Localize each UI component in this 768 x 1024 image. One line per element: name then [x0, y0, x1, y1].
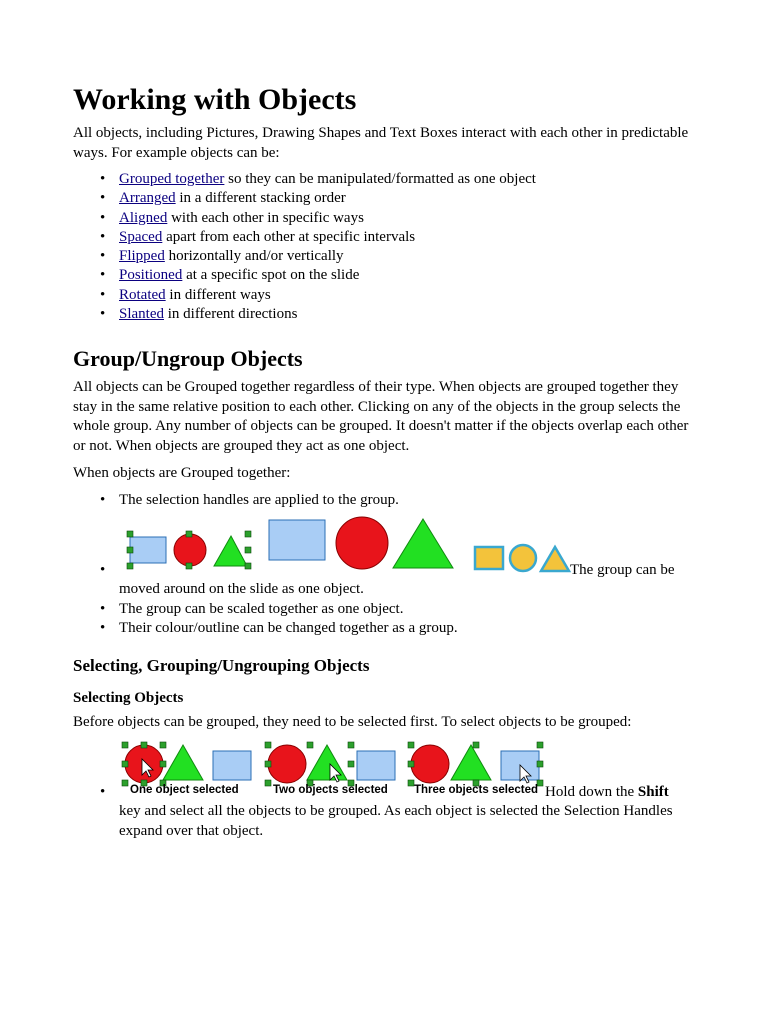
- list-item-text: in a different stacking order: [175, 190, 346, 207]
- link-arranged[interactable]: Arranged: [119, 190, 176, 207]
- list-item-text: with each other in specific ways: [167, 209, 364, 226]
- bullet: •: [100, 267, 106, 284]
- list-item: [73, 305, 693, 324]
- list-item-text: expand over that object.: [119, 822, 264, 839]
- link-spaced[interactable]: Spaced: [119, 228, 163, 245]
- list-item-text: The group can be: [570, 562, 675, 578]
- two-objects-selected: [265, 742, 395, 786]
- group-list: [73, 491, 693, 510]
- three-objects-selected: [408, 742, 543, 786]
- list-item: [73, 266, 693, 285]
- list-item-text: at a specific spot on the slide: [182, 267, 360, 284]
- list-item-text: The group can be scaled together as one object.: [119, 600, 404, 617]
- selecting-list: [73, 783, 693, 841]
- list-item: [73, 170, 693, 189]
- actions-list: [73, 170, 693, 324]
- bullet: •: [100, 171, 106, 187]
- list-item-text: apart from each other at specific intervals: [162, 228, 416, 245]
- list-item-text: in different ways: [165, 286, 271, 303]
- page-title: Working with Objects: [73, 83, 357, 116]
- list-item-text: horizontally and/or vertically: [164, 248, 344, 265]
- bullet: •: [100, 248, 106, 265]
- link-grouped-together[interactable]: Grouped together: [119, 171, 225, 187]
- list-item-text: Hold down the: [545, 784, 638, 800]
- link-positioned[interactable]: Positioned: [119, 267, 183, 284]
- figure-caption-two: Two objects selected: [273, 784, 388, 796]
- list-item: [73, 491, 693, 510]
- list-item: [73, 189, 693, 208]
- list-item-text: so they can be manipulated/formatted as one object: [224, 171, 536, 187]
- list-item: [73, 600, 693, 619]
- list-item: [73, 783, 693, 841]
- bullet: •: [100, 209, 106, 226]
- bullet: •: [100, 600, 106, 617]
- figure-caption-one: One object selected: [130, 784, 239, 796]
- bullet: •: [100, 619, 106, 636]
- figure-caption-three: Three objects selected: [414, 784, 538, 796]
- list-item: [73, 286, 693, 305]
- list-item-text: key and select all the objects to be grouped. As each object is selected the Selection Handles: [119, 803, 673, 820]
- group-paragraph: All objects can be Grouped together regardless of their type. When objects are grouped together they stay in the same relative position to each other. Clicking on any of the objects in the group selects the whole group. Any number of objects can be grouped. It doesn't matter if the objects overlap each other or not. When objects are grouped they act as one object.: [73, 379, 689, 454]
- bullet: •: [100, 306, 106, 323]
- list-item: [73, 247, 693, 266]
- list-item-text: The selection handles are applied to the group.: [119, 492, 399, 508]
- list-item-text: moved around on the slide as one object.: [119, 581, 364, 598]
- list-item-text: in different directions: [164, 306, 298, 323]
- group-ungroup-heading: Group/Ungroup Objects: [73, 346, 303, 371]
- selecting-grouping-heading: Selecting, Grouping/Ungrouping Objects: [73, 656, 370, 675]
- selecting-objects-subheading: Selecting Objects: [73, 690, 184, 706]
- list-item: [73, 561, 693, 600]
- selecting-paragraph: Before objects can be grouped, they need to be selected first. To select objects to be grouped:: [73, 714, 632, 730]
- bullet: •: [100, 228, 106, 245]
- bullet: •: [100, 562, 106, 578]
- one-object-selected: [122, 742, 251, 786]
- group-when-paragraph: When objects are Grouped together:: [73, 465, 291, 481]
- shift-key-label: Shift: [637, 784, 669, 800]
- link-rotated[interactable]: Rotated: [119, 286, 166, 303]
- bullet: •: [100, 784, 106, 800]
- link-flipped[interactable]: Flipped: [119, 248, 165, 265]
- list-item: [73, 209, 693, 228]
- link-aligned[interactable]: Aligned: [119, 209, 168, 226]
- group-list-continued: [73, 561, 693, 638]
- link-slanted[interactable]: Slanted: [119, 306, 164, 323]
- list-item: [73, 619, 693, 638]
- bullet: •: [100, 190, 106, 207]
- bullet: •: [100, 286, 106, 303]
- bullet: •: [100, 492, 106, 508]
- list-item-text: Their colour/outline can be changed together as a group.: [119, 619, 458, 636]
- list-item: [73, 228, 693, 247]
- intro-paragraph: All objects, including Pictures, Drawing Shapes and Text Boxes interact with each other in predictable ways. For example objects can be:: [73, 125, 689, 161]
